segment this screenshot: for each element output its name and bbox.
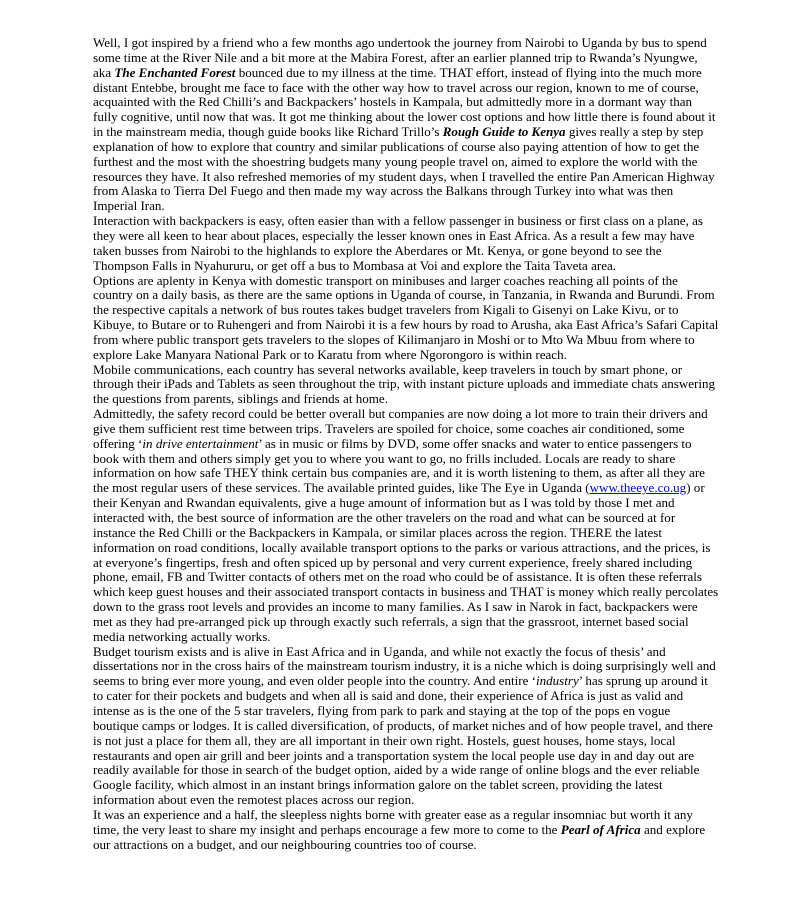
website-link[interactable]: www.theeye.co.ug bbox=[589, 480, 687, 496]
paragraph-text: ) or their Kenyan and Rwandan equivalents, give a huge amount of information but as I was told by those I met and interacted with, the best source of information are the other travelers on the road and what can be sourced at for instance the Red Chilli or the Backpackers in Kampala, or similar places across the region. THERE the latest information on road conditions, locally available transport options to the parks or various attractions, and the prices, is at everyone’s fingertips, fresh and often spiced up by personal and very current experience, freely shared including phone, email, FB and Twitter contacts of others met on the road who could be of assistance. It is often these referrals which keep guest houses and their associated transport contacts in business and THAT is money which really percolates down to the grass root levels and provides an income to many families. As I saw in Narok in fact, backpackers were met as they had pre-arranged pick up through exactly such referrals, a sign that the grassroot, internet based social media networking actually works. bbox=[93, 480, 719, 644]
emphasized-title: Rough Guide to Kenya bbox=[442, 124, 566, 140]
paragraph-text: Interaction with backpackers is easy, often easier than with a fellow passenger in business or first class on a plane, as they were all keen to hear about places, especially the lesser known ones in East Africa. As a result a few may have taken busses from Nairobi to the highlands to explore the Aberdares or Mt. Kenya, or gone beyond to see the Thompson Falls in Nyahururu, or get off a bus to Mombasa at Voi and explore the Taita Taveta area. bbox=[93, 213, 703, 273]
paragraph-text: It was an experience and a half, the sleepless nights borne with greater ease as a regular insomniac but worth it any time, the very least to share my insight and perhaps encourage a few more to come to the bbox=[93, 806, 693, 837]
italic-phrase: in drive entertainment bbox=[142, 435, 259, 451]
paragraph-text: Mobile communications, each country has several networks available, keep travelers in touch by smart phone, or through their iPads and Tablets as seen throughout the trip, with instant picture uploads and immediate chats answering the questions from parents, siblings and friends at home. bbox=[93, 361, 716, 407]
paragraph-6 bbox=[93, 645, 719, 808]
paragraph-text: Well, I got inspired by a friend who a few months ago undertook the journey from Nairobi to Uganda by bus to spend some time at the River Nile and a bit more at the Mabira Forest, after an earlier planned trip to Rwanda’s Nyungwe, aka bbox=[93, 35, 707, 80]
paragraph-1 bbox=[93, 36, 719, 214]
emphasized-title: Pearl of Africa bbox=[560, 821, 641, 837]
paragraph-3 bbox=[93, 274, 719, 363]
paragraph-text: and explore our attractions on a budget, and our neighbouring countries too of course. bbox=[93, 821, 706, 852]
paragraph-5 bbox=[93, 407, 719, 645]
paragraph-text: Admittedly, the safety record could be better overall but companies are now doing a lot more to train their drivers and give them sufficient rest time between trips. Travelers are spoiled for choice, some coaches air conditioned, some offering ‘ bbox=[93, 406, 708, 451]
italic-phrase: industry bbox=[535, 673, 579, 689]
paragraph-2 bbox=[93, 214, 719, 273]
paragraph-text: Budget tourism exists and is alive in East Africa and in Uganda, and while not exactly the focus of thesis’ and dissertations nor in the cross hairs of the mainstream tourism industry, it is a niche which is doing surprisingly well and seems to bring ever more young, and even older people into the country. And entire ‘ bbox=[93, 643, 716, 689]
paragraph-text: ’ has sprung up around it to cater for their pockets and budgets and when all is said and done, their experience of Africa is just as valid and intense as is the one of the 5 star travelers, flying from park to park and staying at the top of the pops en vogue boutique camps or lodges. It is called diversification, of products, of market niches and of how people travel, and there is not just a place for them all, they are all important in their own right. Hostels, guest houses, home stays, local restaurants and open air grill and beer joints and a transportation system the local people use day in and day out are readily available for those in search of the budget option, aided by a wide range of online blogs and the ever reliable Google facility, which almost in an instant brings information galore on the tablet screen, providing the latest information about even the remotest places across our region. bbox=[93, 673, 713, 808]
document-body bbox=[93, 36, 719, 852]
paragraph-text: bounced due to my illness at the time. THAT effort, instead of flying into the much more distant Entebbe, brought me face to face with the other way how to travel across our region, known to me of course, acquainted with the Red Chilli’s and Backpackers’ hostels in Kampala, but admittedly more in a dormant way than fully cognitive, until now that was. It got me thinking about the lower cost options and how little there is found about it in the mainstream media, though guide books like Richard Trillo’s bbox=[93, 64, 716, 140]
emphasized-title: The Enchanted Forest bbox=[114, 64, 236, 80]
paragraph-text: Options are aplenty in Kenya with domestic transport on minibuses and larger coaches reaching all points of the country on a daily basis, as there are the same options in Uganda of course, in Tanzania, in Rwanda and Burundi. From the respective capitals a network of bus routes takes budget travelers from Kigali to Gisenyi on Lake Kivu, or to Kibuye, to Butare or to Ruhengeri and from Nairobi it is a few hours by road to Arusha, aka East Africa’s Safari Capital from where public transport gets travelers to the slopes of Kilimanjaro in Moshi or to Mto Wa Mbuu from where to explore Lake Manyara National Park or to Karatu from where Ngorongoro is within reach. bbox=[93, 272, 719, 362]
paragraph-text: gives really a step by step explanation of how to explore that country and similar publications of course also paying attention of how to get the furthest and the most with the shoestring budgets many young people travel on, aimed to explore the world with the resources they have. It also refreshed memories of my student days, when I travelled the entire Pan American Highway from Alaska to Tierra Del Fuego and then made my way across the Balkans through Turkey into what was then Imperial Iran. bbox=[93, 124, 715, 214]
paragraph-text: ’ as in music or films by DVD, some offer snacks and water to entice passengers to book with them and others simply get you to where you want to go, no frills included. Locals are ready to share information on how safe THEY think certain bus companies are, and it is worth listening to them, as after all they are the most regular users of these services. The available printed guides, like The Eye in Uganda ( bbox=[93, 435, 705, 496]
paragraph-7 bbox=[93, 808, 719, 853]
paragraph-4 bbox=[93, 363, 719, 408]
